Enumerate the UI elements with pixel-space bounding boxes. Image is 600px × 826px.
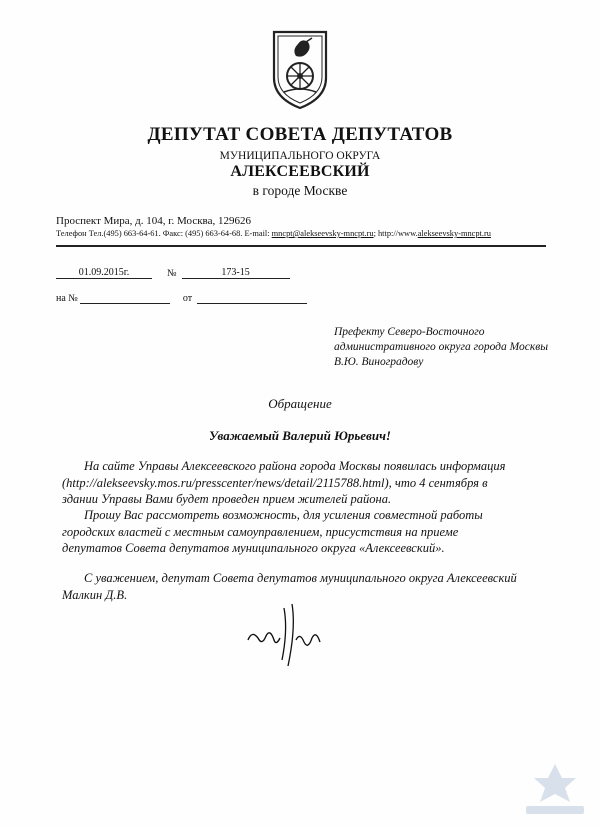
outgoing-registration (56, 267, 290, 279)
closing-line: С уважением, депутат Совета депутатов муниципального округа Алексеевский (84, 571, 517, 585)
letter-greeting: Уважаемый Валерий Юрьевич! (209, 428, 391, 443)
district-name: АЛЕКСЕЕВСКИЙ (230, 163, 370, 180)
paragraph-line: (http://alekseevsky.mos.ru/presscenter/news/detail/2115788.html), что 4 сентября в (62, 475, 488, 490)
number-label: № (167, 268, 177, 279)
sender-title: ДЕПУТАТ СОВЕТА ДЕПУТАТОВ (147, 124, 453, 145)
paragraph-1 (62, 458, 552, 508)
paragraph-line: На сайте Управы Алексеевского района города Москвы появилась информация (84, 459, 506, 473)
website-link[interactable]: alekseevsky-mncpt.ru (417, 229, 491, 238)
signer-name: Малкин Д.В. (62, 587, 128, 602)
reference-number-label: на № (56, 293, 78, 304)
paragraph-line: здании Управы Вами будет проведен прием жителей района. (62, 492, 392, 506)
contact-line (56, 229, 491, 238)
coat-of-arms-icon (268, 20, 332, 112)
recipient-block (334, 325, 548, 370)
phones-text: Телефон Тел.(495) 663-64-61. Факс: (495) 663-64-68. E-mail: (56, 229, 272, 238)
reference-from-label: от (182, 293, 193, 304)
header-divider (56, 245, 546, 247)
incoming-reference (56, 292, 307, 304)
recipient-name: В.Ю. Виноградову (334, 356, 424, 368)
closing-block (62, 570, 552, 603)
contact-separator: ; http://www. (373, 229, 418, 238)
email-link[interactable]: mncpt@alekseevsky-mncpt.ru (271, 229, 374, 238)
sender-subtitle: МУНИЦИПАЛЬНОГО ОКРУГА (219, 150, 381, 162)
outgoing-date: 01.09.2015г. (56, 267, 152, 279)
paragraph-line: городских властей с местным самоуправлением, присустствия на приеме (62, 524, 459, 539)
letter-heading: Обращение (268, 396, 332, 411)
recipient-line: административного округа города Москвы (334, 341, 549, 353)
paragraph-line: депутатов Совета депутатов муниципального округа «Алексеевский». (62, 541, 445, 555)
reference-date-blank (197, 292, 307, 304)
outgoing-number: 173-15 (182, 267, 290, 279)
city-name: в городе Москве (252, 183, 348, 198)
recipient-line: Префекту Северо-Восточного (334, 326, 485, 338)
paragraph-line: Прошу Вас рассмотреть возможность, для усиления совместной работы (84, 508, 483, 522)
site-watermark-logo (520, 760, 590, 820)
reference-number-blank (80, 292, 170, 304)
handwritten-signature (240, 600, 330, 670)
postal-address: Проспект Мира, д. 104, г. Москва, 129626 (56, 215, 251, 227)
paragraph-2 (62, 507, 552, 557)
